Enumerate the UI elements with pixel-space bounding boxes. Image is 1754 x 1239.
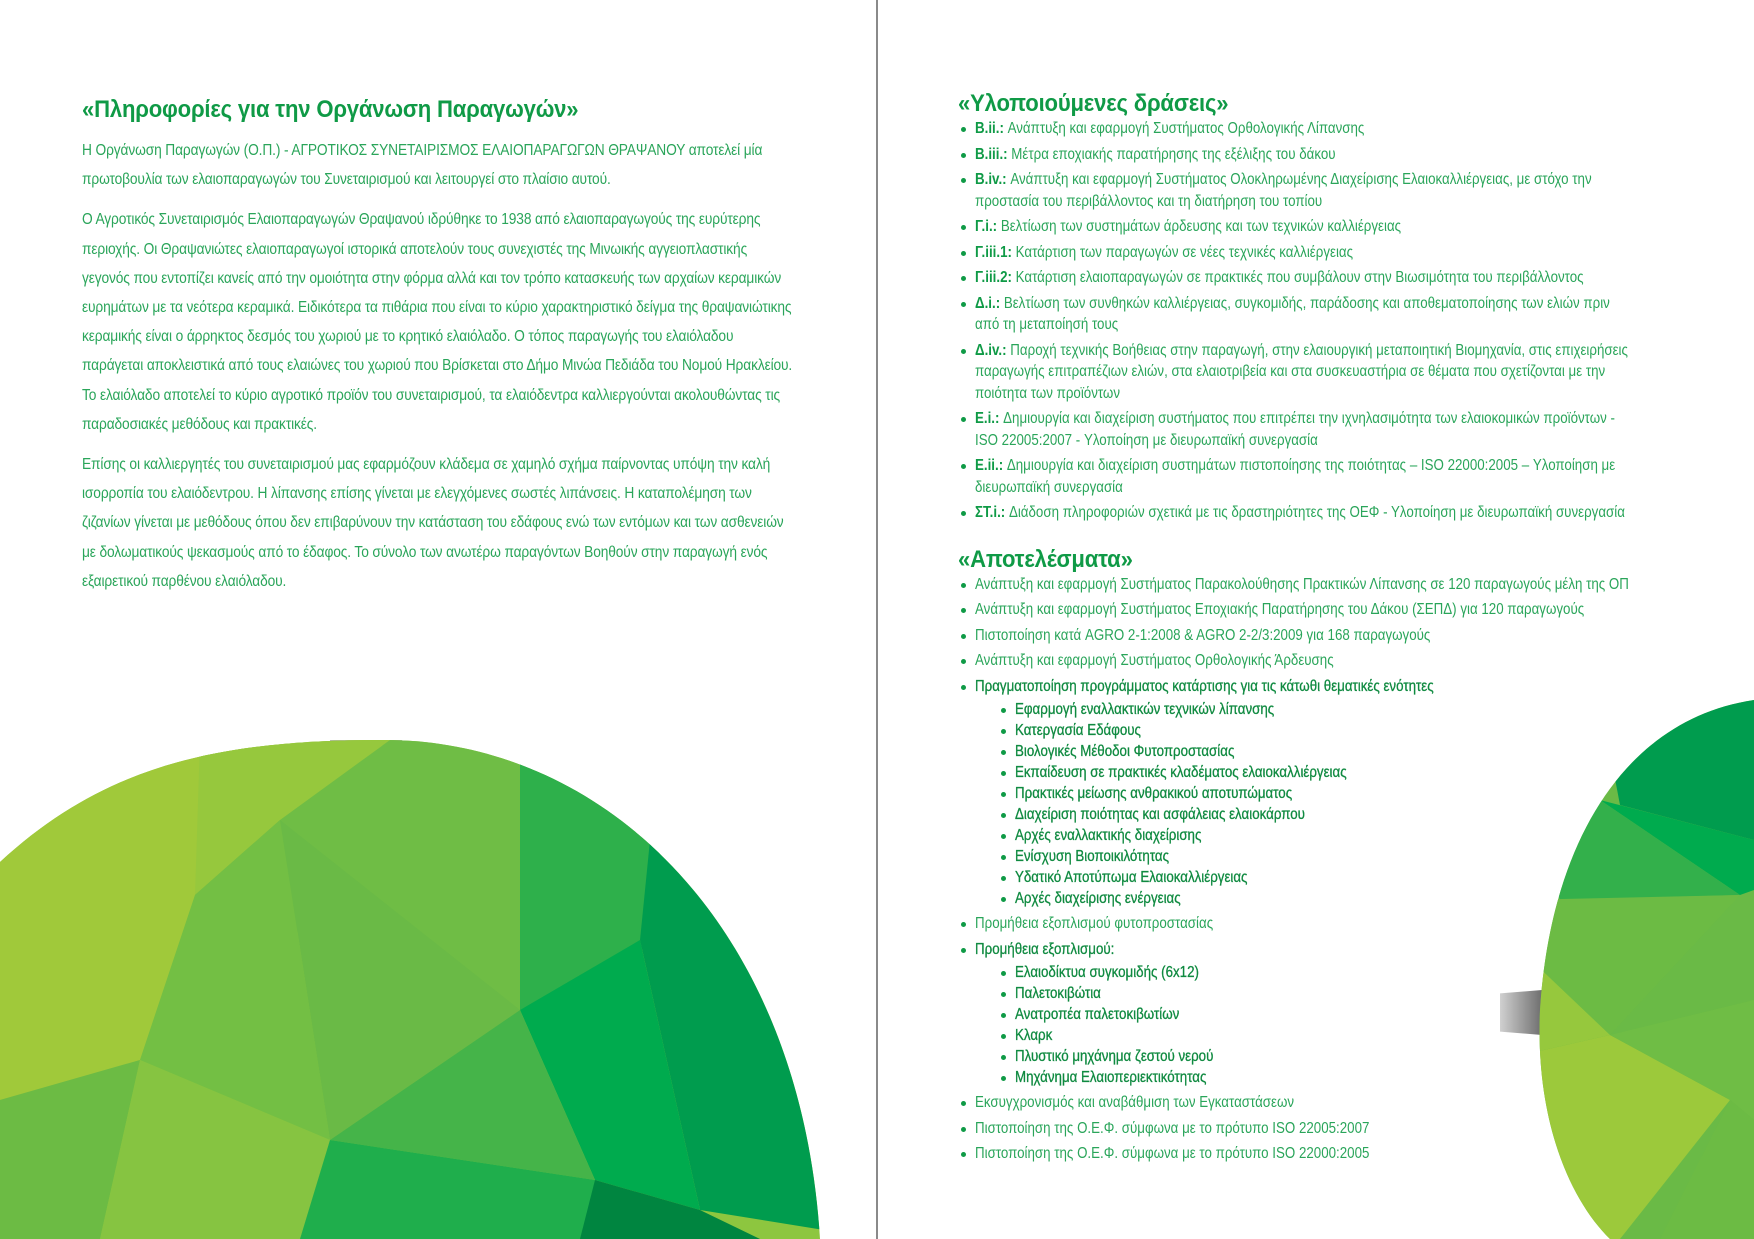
right-ornament-graphic (1500, 700, 1754, 1239)
action-item (958, 242, 1678, 264)
result-text: Ανάπτυξη και εφαρμογή Συστήματος Ορθολογικής Άρδευσης (975, 652, 1334, 669)
result-subitem-text: Αρχές εναλλακτικής διαχείρισης (1015, 827, 1202, 844)
result-text: Ανάπτυξη και εφαρμογή Συστήματος Παρακολούθησης Πρακτικών Λίπανσης σε 120 παραγωγούς μέλη της ΟΠ (975, 575, 1629, 593)
intro-paragraph: Η Οργάνωση Παραγωγών (Ο.Π.) - ΑΓΡΟΤΙΚΟΣ ΣΥΝΕΤΑΙΡΙΣΜΟΣ ΕΛΑΙΟΠΑΡΑΓΩΓΩΝ ΘΡΑΨΑΝΟΥ αποτελεί μία πρωτοβουλία των ελαιοπαραγωγών του Συνεταιρισμού και λειτουργεί στο πλαίσιο αυτού. (82, 142, 763, 189)
cultivation-paragraph: Επίσης οι καλλιεργητές του συνεταιρισμού μας εφαρμόζουν κλάδεμα σε χαμηλό σχήμα παίρνοντας υπόψη την καλή ισορροπία του ελαιόδεντρου. Η λίπανσης επίσης γίνεται με ελεγχόμενες σωστές λιπάνσεις. Η καταπολέμηση των ζιζανίων γίνεται με μεθόδους όπου δεν επιβαρύνουν την κατάσταση του εδάφους ενώ των εντόμων και των ασθενειών με δολωματικούς ψεκασμούς από το έδαφος. Το σύνολο των ανωτέρω παραγόντων Βοηθούν στην παραγωγή ενός εξαιρετικού παρθένου ελαιόλαδου. (82, 456, 784, 590)
result-subitem-text: Ενίσχυση Βιοποικιλότητας (1015, 848, 1170, 865)
history-paragraph: Ο Αγροτικός Συνεταιρισμός Ελαιοπαραγωγών Θραψανού ιδρύθηκε το 1938 από ελαιοπαραγωγούς της ευρύτερης περιοχής. Οι Θραψανιώτες ελαιοπαραγωγοί ιστορικά αποτελούν τους συνεχιστές της Μινωικής αγγειοπλαστικής γεγονός που εντοπίζει κανείς από την ομοιότητα στην φόρμα αλλά και τον τρόπο κατασκευής των αρχαίων κεραμικών ευρημάτων με τα νεότερα κεραμικά. Ειδικότερα τα πιθάρια που είναι το κύριο χαρακτηριστικό δείγμα της θραψανιώτικης κεραμικής είναι ο άρρηκτος δεσμός του χωριού με το κρητικό ελαιόλαδο. Ο τόπος παραγωγής του ελαιόλαδου παράγεται αποκλειστικά από τους ελαιώνες του χωριού που Βρίσκεται στο Δήμο Μινώα Πεδιάδα του Νομού Ηρακλείου. Το ελαιόλαδο αποτελεί το κύριο αγροτικό προϊόν του συνεταιρισμού, τα ελαιόδεντρα καλλιεργούνται ακολουθώντας τις παραδοσιακές μεθόδους και πρακτικές. (82, 211, 793, 433)
action-item (958, 118, 1678, 140)
result-text: Πιστοποίηση της Ο.Ε.Φ. σύμφωνα με το πρότυπο ISO 22005:2007 (975, 1119, 1370, 1137)
action-item (958, 340, 1678, 405)
action-text: Μέτρα εποχιακής παρατήρησης της εξέλιξης του δάκου (1011, 145, 1336, 163)
result-text: Προμήθεια εξοπλισμού φυτοπροστασίας (975, 915, 1214, 932)
result-subitem-text: Κλαρκ (1015, 1027, 1053, 1044)
action-code: Β.ii.: (975, 120, 1004, 137)
result-subitem-text: Πλυστικό μηχάνημα ζεστού νερού (1015, 1048, 1214, 1065)
result-text: Πιστοποίηση της Ο.Ε.Φ. σύμφωνα με το πρότυπο ISO 22000:2005 (975, 1145, 1370, 1162)
action-code: Β.iii.: (975, 145, 1008, 163)
action-code: Γ.iii.2: (975, 269, 1012, 286)
result-item (958, 599, 1678, 621)
result-subitem-text: Βιολογικές Μέθοδοι Φυτοπροστασίας (1015, 743, 1235, 760)
action-code: Ε.ii.: (975, 457, 1004, 474)
action-item (958, 169, 1678, 212)
result-subitem-text: Ανατροπέα παλετοκιβωτίων (1015, 1006, 1180, 1023)
result-subitem-text: Μηχάνημα Ελαιοπεριεκτικότητας (1015, 1069, 1207, 1086)
result-text: Πραγματοποίηση προγράμματος κατάρτισης για τις κάτωθι θεματικές ενότητες (975, 677, 1434, 695)
result-subitem-text: Αρχές διαχείρισης ενέργειας (1015, 890, 1181, 907)
action-text: Ανάπτυξη και εφαρμογή Συστήματος Ορθολογικής Λίπανσης (1007, 120, 1365, 137)
result-subitem-text: Εκπαίδευση σε πρακτικές κλαδέματος ελαιοκαλλιέργειας (1015, 764, 1347, 781)
result-subitem-text: Εφαρμογή εναλλακτικών τεχνικών λίπανσης (1015, 701, 1275, 718)
left-page (82, 90, 794, 607)
action-code: ΣΤ.i.: (975, 504, 1006, 521)
result-item (958, 650, 1678, 672)
action-code: Δ.iv.: (975, 341, 1007, 359)
action-text: Δημιουργία και διαχείριση συστήματος που επιτρέπει την ιχνηλασιμότητα των ελαιοκομικών προϊόντων - ISO 22005:2007 - Υλοποίηση με διευρωπαϊκή συνεργασία (975, 410, 1615, 449)
action-item (958, 144, 1678, 166)
action-text: Ανάπτυξη και εφαρμογή Συστήματος Ολοκληρωμένης Διαχείρισης Ελαιοκαλλιέργειας, με στόχο την προστασία του περιβάλλοντος και τη διατήρηση του τοπίου (975, 171, 1592, 210)
result-text: Προμήθεια εξοπλισμού: (975, 940, 1115, 958)
action-item (958, 293, 1678, 336)
action-text: Διάδοση πληροφοριών σχετικά με τις δραστηριότητες της ΟΕΦ - Υλοποίηση με διευρωπαϊκή συνεργασία (1008, 504, 1625, 521)
result-item (958, 625, 1678, 647)
result-subitem-text: Ελαιοδίκτυα συγκομιδής (6x12) (1015, 964, 1199, 981)
action-item (958, 216, 1678, 238)
action-text: Κατάρτιση των παραγωγών σε νέες τεχνικές καλλιέργειας (1015, 243, 1354, 261)
action-code: Ε.i.: (975, 410, 1000, 427)
producers-info-title: «Πληροφορίες για την Οργάνωση Παραγωγών» (82, 96, 579, 123)
actions-list (958, 118, 1678, 524)
action-text: Παροχή τεχνικής Βοήθειας στην παραγωγή, στην ελαιουργική μεταποιητική Βιομηχανία, στις επιχειρήσεις παραγωγής επιτραπέζιων ελιών, στα ελαιοτριβεία και στα συσκευαστήρια σε θέματα που σχετίζονται με την ποιότητα των προϊόντων (975, 341, 1628, 402)
result-item (958, 574, 1678, 596)
action-item (958, 408, 1678, 451)
result-text: Εκσυγχρονισμός και αναβάθμιση των Εγκαταστάσεων (975, 1094, 1295, 1111)
action-text: Βελτίωση των συνθηκών καλλιέργειας, συγκομιδής, παράδοσης και αποθεματοποίησης των ελιών πριν από τη μεταποίησή τους (975, 294, 1610, 333)
results-title: «Αποτελέσματα» (958, 545, 1133, 573)
result-subitem-text: Κατεργασία Εδάφους (1015, 722, 1141, 739)
result-subitem-text: Διαχείριση ποιότητας και ασφάλειας ελαιοκάρπου (1015, 806, 1305, 823)
left-ornament-graphic (0, 740, 880, 1239)
result-text: Πιστοποίηση κατά AGRO 2-1:2008 & AGRO 2-2/3:2009 για 168 παραγωγούς (975, 626, 1431, 644)
action-item (958, 502, 1678, 524)
action-code: Γ.iii.1: (975, 243, 1012, 261)
action-text: Κατάρτιση ελαιοπαραγωγών σε πρακτικές που συμβάλουν στην Βιωσιμότητα του περιβάλλοντος (1015, 269, 1584, 286)
action-text: Βελτίωση των συστημάτων άρδευσης και των τεχνικών καλλιέργειας (1000, 218, 1402, 235)
result-subitem-text: Πρακτικές μείωσης ανθρακικού αποτυπώματος (1015, 785, 1293, 802)
result-subitem-text: Παλετοκιβώτια (1015, 985, 1101, 1002)
action-text: Δημιουργία και διαχείριση συστημάτων πιστοποίησης της ποιότητας – ISO 22000:2005 – Υλοποίηση με διευρωπαϊκή συνεργασία (975, 457, 1616, 496)
action-code: Β.iv.: (975, 171, 1007, 188)
actions-title: «Υλοποιούμενες δράσεις» (958, 90, 1229, 117)
action-item (958, 267, 1678, 289)
action-item (958, 455, 1678, 498)
action-code: Γ.i.: (975, 218, 998, 235)
result-subitem-text: Υδατικό Αποτύπωμα Ελαιοκαλλιέργειας (1015, 869, 1248, 886)
action-code: Δ.i.: (975, 294, 1001, 312)
result-text: Ανάπτυξη και εφαρμογή Συστήματος Εποχιακής Παρατήρησης του Δάκου (ΣΕΠΔ) για 120 παραγωγούς (975, 601, 1585, 618)
ornament-hanger (1500, 990, 1542, 1035)
